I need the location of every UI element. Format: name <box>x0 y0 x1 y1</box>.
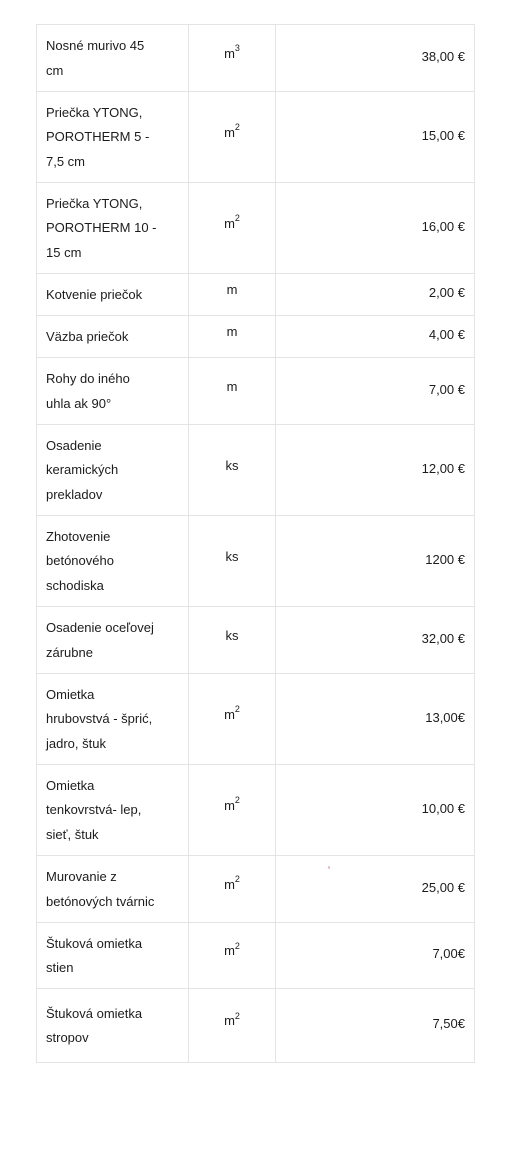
item-price: 1200 € <box>425 551 465 567</box>
unit-label <box>224 703 240 728</box>
unit-cell <box>189 674 276 765</box>
unit-base: ks <box>225 548 239 564</box>
table-row <box>37 674 475 765</box>
item-name-cell <box>37 25 189 92</box>
price-cell <box>276 425 475 516</box>
unit-exponent: 2 <box>234 704 240 715</box>
price-cell <box>276 674 475 765</box>
price-cell <box>276 358 475 425</box>
unit-exponent: 2 <box>234 940 240 951</box>
item-name-cell <box>37 765 189 856</box>
table-row <box>37 856 475 923</box>
item-name-cell <box>37 425 189 516</box>
unit-base: m <box>224 215 235 231</box>
unit-label <box>227 375 238 400</box>
unit-label <box>226 624 239 649</box>
unit-label <box>224 42 240 67</box>
item-name-cell <box>37 989 189 1063</box>
unit-base: m <box>226 282 238 298</box>
item-name: Murovanie z betónových tvárnic <box>46 869 155 909</box>
item-name-cell <box>37 516 189 607</box>
item-name: Osadenie keramických prekladov <box>46 437 119 502</box>
item-name: Rohy do iného uhla ak 90° <box>46 371 130 411</box>
unit-cell <box>189 183 276 274</box>
table-row <box>37 989 475 1063</box>
item-price: 2,00 € <box>428 285 465 301</box>
unit-base: ks <box>225 457 239 473</box>
item-name: Nosné murivo 45 cm <box>46 38 145 78</box>
unit-exponent: 2 <box>234 795 240 806</box>
price-cell <box>276 607 475 674</box>
item-price: 7,00€ <box>432 946 465 962</box>
item-price: 32,00 € <box>421 630 465 646</box>
unit-label <box>226 454 239 479</box>
unit-base: m <box>224 943 235 959</box>
unit-label <box>224 1009 240 1034</box>
unit-cell <box>189 765 276 856</box>
unit-base: m <box>224 876 235 892</box>
table-row <box>37 923 475 989</box>
table-row <box>37 765 475 856</box>
item-name: Osadenie oceľovej zárubne <box>46 620 154 660</box>
item-price: 7,00 € <box>428 381 465 397</box>
price-cell <box>276 989 475 1063</box>
unit-base: m <box>224 45 235 61</box>
item-name: Štuková omietka stien <box>46 935 143 975</box>
item-name-cell <box>37 274 189 316</box>
item-name: Štuková omietka stropov <box>46 1005 143 1045</box>
price-cell <box>276 316 475 358</box>
price-list-body <box>37 25 475 1063</box>
unit-base: m <box>224 1013 235 1029</box>
unit-cell <box>189 425 276 516</box>
table-row <box>37 274 475 316</box>
item-price: 7,50€ <box>432 1016 465 1032</box>
unit-cell <box>189 316 276 358</box>
unit-cell <box>189 856 276 923</box>
unit-label <box>226 545 239 570</box>
unit-exponent: 2 <box>234 1010 240 1021</box>
unit-label <box>224 939 240 964</box>
unit-exponent: 2 <box>234 874 240 885</box>
item-name-cell <box>37 183 189 274</box>
item-price: 38,00 € <box>421 48 465 64</box>
table-row <box>37 183 475 274</box>
unit-base: m <box>224 124 235 140</box>
price-cell <box>276 183 475 274</box>
unit-cell <box>189 989 276 1063</box>
unit-label <box>224 873 240 898</box>
item-name-cell <box>37 923 189 989</box>
item-price: 12,00 € <box>421 460 465 476</box>
unit-base: m <box>224 797 235 813</box>
item-price: 25,00 € <box>421 879 465 895</box>
price-cell <box>276 856 475 923</box>
item-price: 13,00€ <box>425 709 465 725</box>
unit-base: m <box>224 706 235 722</box>
unit-label <box>224 212 240 237</box>
unit-label <box>227 278 238 303</box>
item-name-cell <box>37 674 189 765</box>
item-name: Kotvenie priečok <box>46 286 143 302</box>
item-name-cell <box>37 316 189 358</box>
item-name-cell <box>37 607 189 674</box>
unit-base: m <box>226 378 238 394</box>
scan-speck <box>328 866 330 869</box>
item-name-cell <box>37 92 189 183</box>
item-name-cell <box>37 358 189 425</box>
unit-label <box>224 794 240 819</box>
unit-exponent: 2 <box>234 213 240 224</box>
table-row <box>37 607 475 674</box>
item-price: 16,00 € <box>421 218 465 234</box>
unit-base: ks <box>225 627 239 643</box>
price-cell <box>276 274 475 316</box>
price-list-table <box>36 24 475 1063</box>
item-name: Priečka YTONG, POROTHERM 10 - 15 cm <box>46 195 157 260</box>
table-row <box>37 92 475 183</box>
item-price: 15,00 € <box>421 127 465 143</box>
unit-base: m <box>226 324 238 340</box>
unit-cell <box>189 516 276 607</box>
table-row <box>37 358 475 425</box>
table-row <box>37 316 475 358</box>
unit-exponent: 3 <box>234 43 240 54</box>
item-price: 4,00 € <box>428 327 465 343</box>
unit-cell <box>189 607 276 674</box>
item-name: Zhotovenie betónového schodiska <box>46 528 114 593</box>
table-row <box>37 25 475 92</box>
unit-cell <box>189 25 276 92</box>
item-name: Priečka YTONG, POROTHERM 5 - 7,5 cm <box>46 104 150 169</box>
unit-cell <box>189 274 276 316</box>
price-cell <box>276 923 475 989</box>
price-cell <box>276 92 475 183</box>
item-name: Omietka tenkovrstvá- lep, sieť, štuk <box>46 777 142 842</box>
unit-cell <box>189 92 276 183</box>
price-cell <box>276 516 475 607</box>
item-name-cell <box>37 856 189 923</box>
item-name: Omietka hrubovstvá - šprić, jadro, štuk <box>46 686 153 751</box>
table-row <box>37 425 475 516</box>
unit-cell <box>189 923 276 989</box>
unit-label <box>227 320 238 345</box>
price-cell <box>276 765 475 856</box>
unit-exponent: 2 <box>234 122 240 133</box>
price-cell <box>276 25 475 92</box>
unit-label <box>224 121 240 146</box>
item-name: Väzba priečok <box>46 328 129 344</box>
table-row <box>37 516 475 607</box>
item-price: 10,00 € <box>421 800 465 816</box>
unit-cell <box>189 358 276 425</box>
